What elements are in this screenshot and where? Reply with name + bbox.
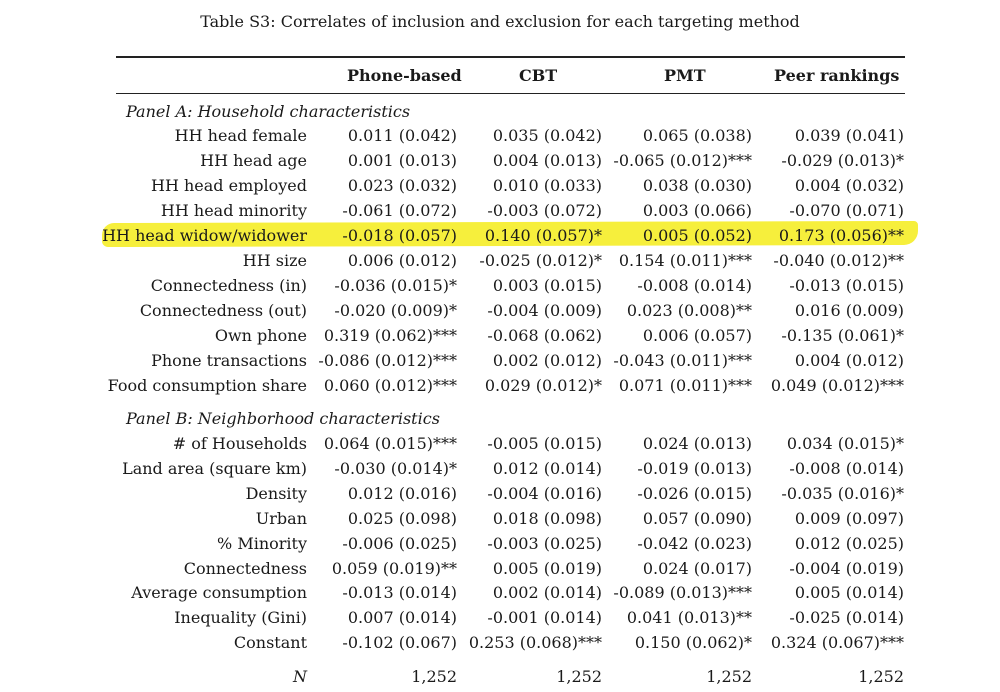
cell-pmt: 0.150 (0.062)* [634, 633, 752, 653]
cell-peer-rankings: 0.004 (0.032) [794, 176, 904, 195]
cell-pmt: -0.008 (0.014) [637, 276, 752, 295]
row-label: Phone transactions [151, 351, 307, 370]
table-row [0, 176, 1000, 201]
cell-cbt: 1,252 [556, 667, 602, 686]
cell-phone-based: -0.061 (0.072) [342, 201, 457, 220]
row-label: Urban [255, 508, 307, 528]
row-label: Inequality (Gini) [174, 608, 307, 628]
cell-pmt: -0.065 (0.012)*** [613, 151, 752, 170]
cell-phone-based: 0.059 (0.019)** [331, 558, 457, 578]
cell-cbt: 0.004 (0.013) [492, 151, 602, 170]
row-label: % Minority [217, 533, 307, 553]
table-row [0, 534, 1000, 559]
cell-cbt: -0.068 (0.062) [487, 326, 602, 345]
row-label: Connectedness [183, 558, 307, 578]
row-label: Average consumption [131, 583, 307, 603]
cell-peer-rankings: -0.135 (0.061)* [781, 326, 904, 345]
cell-peer-rankings: -0.070 (0.071) [789, 201, 904, 220]
cell-peer-rankings: 0.039 (0.041) [794, 126, 904, 145]
cell-pmt: 0.065 (0.038) [642, 126, 752, 145]
cell-pmt: -0.089 (0.013)*** [613, 583, 752, 603]
table-row [0, 633, 1000, 658]
cell-peer-rankings: 0.009 (0.097) [794, 508, 904, 528]
table-row [0, 376, 1000, 401]
cell-cbt: 0.140 (0.057)* [484, 226, 602, 245]
table-row [0, 126, 1000, 151]
cell-cbt: 0.035 (0.042) [492, 126, 602, 145]
cell-pmt: 0.024 (0.017) [642, 558, 752, 578]
table-row [0, 151, 1000, 176]
table-row [0, 226, 1000, 251]
column-header-phone-based: Phone-based [347, 66, 462, 85]
cell-phone-based: -0.036 (0.015)* [334, 276, 457, 295]
cell-peer-rankings: -0.025 (0.014) [789, 608, 904, 628]
table-row [0, 434, 1000, 459]
cell-pmt: 0.057 (0.090) [642, 508, 752, 528]
cell-peer-rankings: 0.034 (0.015)* [786, 434, 904, 453]
cell-phone-based: -0.030 (0.014)* [334, 458, 457, 478]
row-label: HH head widow/widower [102, 226, 307, 245]
table-caption: Table S3: Correlates of inclusion and exclusion for each targeting method [200, 12, 800, 31]
cell-peer-rankings: -0.013 (0.015) [789, 276, 904, 295]
row-label: HH head employed [150, 176, 307, 195]
cell-peer-rankings: -0.029 (0.013)* [781, 151, 904, 170]
cell-phone-based: 0.064 (0.015)*** [323, 434, 457, 453]
cell-phone-based: -0.013 (0.014) [342, 583, 457, 603]
row-label: Land area (square km) [122, 458, 307, 478]
table-row [0, 201, 1000, 226]
cell-peer-rankings: 0.005 (0.014) [794, 583, 904, 603]
row-label: Density [245, 483, 307, 503]
cell-phone-based: -0.006 (0.025) [342, 533, 457, 553]
row-label: HH head female [174, 126, 307, 145]
cell-cbt: -0.005 (0.015) [487, 434, 602, 453]
cell-phone-based: 0.319 (0.062)*** [323, 326, 457, 345]
row-label: Food consumption share [107, 376, 307, 395]
cell-peer-rankings: -0.004 (0.019) [789, 558, 904, 578]
table-row [0, 608, 1000, 633]
cell-phone-based: -0.086 (0.012)*** [318, 351, 457, 370]
table-row [0, 559, 1000, 584]
cell-pmt: -0.026 (0.015) [637, 483, 752, 503]
cell-phone-based: 0.060 (0.012)*** [323, 376, 457, 395]
column-header-pmt: PMT [664, 66, 706, 85]
cell-cbt: 0.002 (0.014) [492, 583, 602, 603]
cell-cbt: -0.004 (0.016) [487, 483, 602, 503]
row-label: HH head age [200, 151, 307, 170]
cell-peer-rankings: -0.035 (0.016)* [781, 483, 904, 503]
cell-cbt: 0.018 (0.098) [492, 508, 602, 528]
column-header-cbt: CBT [519, 66, 558, 85]
cell-pmt: 0.038 (0.030) [642, 176, 752, 195]
row-label: Connectedness (out) [139, 301, 307, 320]
cell-cbt: -0.003 (0.072) [487, 201, 602, 220]
cell-peer-rankings: -0.008 (0.014) [789, 458, 904, 478]
cell-peer-rankings: -0.040 (0.012)** [773, 251, 904, 270]
header-rule [116, 93, 905, 94]
cell-phone-based: 0.011 (0.042) [347, 126, 457, 145]
cell-cbt: -0.025 (0.012)* [479, 251, 602, 270]
cell-peer-rankings: 0.049 (0.012)*** [770, 376, 904, 395]
cell-pmt: 0.003 (0.066) [642, 201, 752, 220]
cell-pmt: 0.041 (0.013)** [626, 608, 752, 628]
row-label: # of Households [172, 434, 307, 453]
row-label: Connectedness (in) [150, 276, 307, 295]
cell-phone-based: 0.023 (0.032) [347, 176, 457, 195]
cell-peer-rankings: 0.012 (0.025) [794, 533, 904, 553]
cell-pmt: 0.023 (0.008)** [626, 301, 752, 320]
cell-peer-rankings: 0.324 (0.067)*** [770, 633, 904, 653]
table-row [0, 326, 1000, 351]
cell-phone-based: -0.020 (0.009)* [334, 301, 457, 320]
cell-cbt: 0.029 (0.012)* [484, 376, 602, 395]
top-rule [116, 56, 905, 58]
cell-pmt: -0.043 (0.011)*** [613, 351, 752, 370]
cell-phone-based: 1,252 [411, 667, 457, 686]
cell-cbt: -0.001 (0.014) [487, 608, 602, 628]
cell-cbt: 0.012 (0.014) [492, 458, 602, 478]
panel-a-title: Panel A: Household characteristics [126, 102, 411, 121]
cell-phone-based: 0.001 (0.013) [347, 151, 457, 170]
cell-phone-based: -0.102 (0.067) [342, 633, 457, 653]
cell-phone-based: 0.007 (0.014) [347, 608, 457, 628]
cell-pmt: 0.024 (0.013) [642, 434, 752, 453]
table-row [0, 276, 1000, 301]
cell-cbt: -0.004 (0.009) [487, 301, 602, 320]
row-label: HH head minority [160, 201, 307, 220]
column-header-peer-rankings: Peer rankings [774, 66, 900, 85]
cell-peer-rankings: 0.173 (0.056)** [778, 226, 904, 245]
cell-phone-based: 0.006 (0.012) [347, 251, 457, 270]
cell-cbt: 0.010 (0.033) [492, 176, 602, 195]
cell-cbt: -0.003 (0.025) [487, 533, 602, 553]
panel-b-title: Panel B: Neighborhood characteristics [126, 409, 440, 428]
cell-pmt: 0.071 (0.011)*** [618, 376, 752, 395]
row-label: N [293, 667, 307, 686]
cell-peer-rankings: 0.016 (0.009) [794, 301, 904, 320]
n-row [0, 667, 1000, 692]
table-row [0, 459, 1000, 484]
cell-peer-rankings: 1,252 [858, 667, 904, 686]
row-label: HH size [242, 251, 307, 270]
cell-cbt: 0.002 (0.012) [492, 351, 602, 370]
cell-pmt: -0.019 (0.013) [637, 458, 752, 478]
table-row [0, 484, 1000, 509]
cell-pmt: 0.005 (0.052) [642, 226, 752, 245]
cell-cbt: 0.003 (0.015) [492, 276, 602, 295]
table-row [0, 583, 1000, 608]
table-row [0, 509, 1000, 534]
row-label: Own phone [214, 326, 307, 345]
row-label: Constant [233, 633, 307, 653]
cell-cbt: 0.005 (0.019) [492, 558, 602, 578]
table-row [0, 351, 1000, 376]
cell-pmt: 0.006 (0.057) [642, 326, 752, 345]
table-row [0, 301, 1000, 326]
cell-phone-based: -0.018 (0.057) [342, 226, 457, 245]
table-row [0, 251, 1000, 276]
cell-peer-rankings: 0.004 (0.012) [794, 351, 904, 370]
cell-phone-based: 0.012 (0.016) [347, 483, 457, 503]
cell-pmt: -0.042 (0.023) [637, 533, 752, 553]
cell-cbt: 0.253 (0.068)*** [468, 633, 602, 653]
cell-phone-based: 0.025 (0.098) [347, 508, 457, 528]
cell-pmt: 0.154 (0.011)*** [618, 251, 752, 270]
cell-pmt: 1,252 [706, 667, 752, 686]
